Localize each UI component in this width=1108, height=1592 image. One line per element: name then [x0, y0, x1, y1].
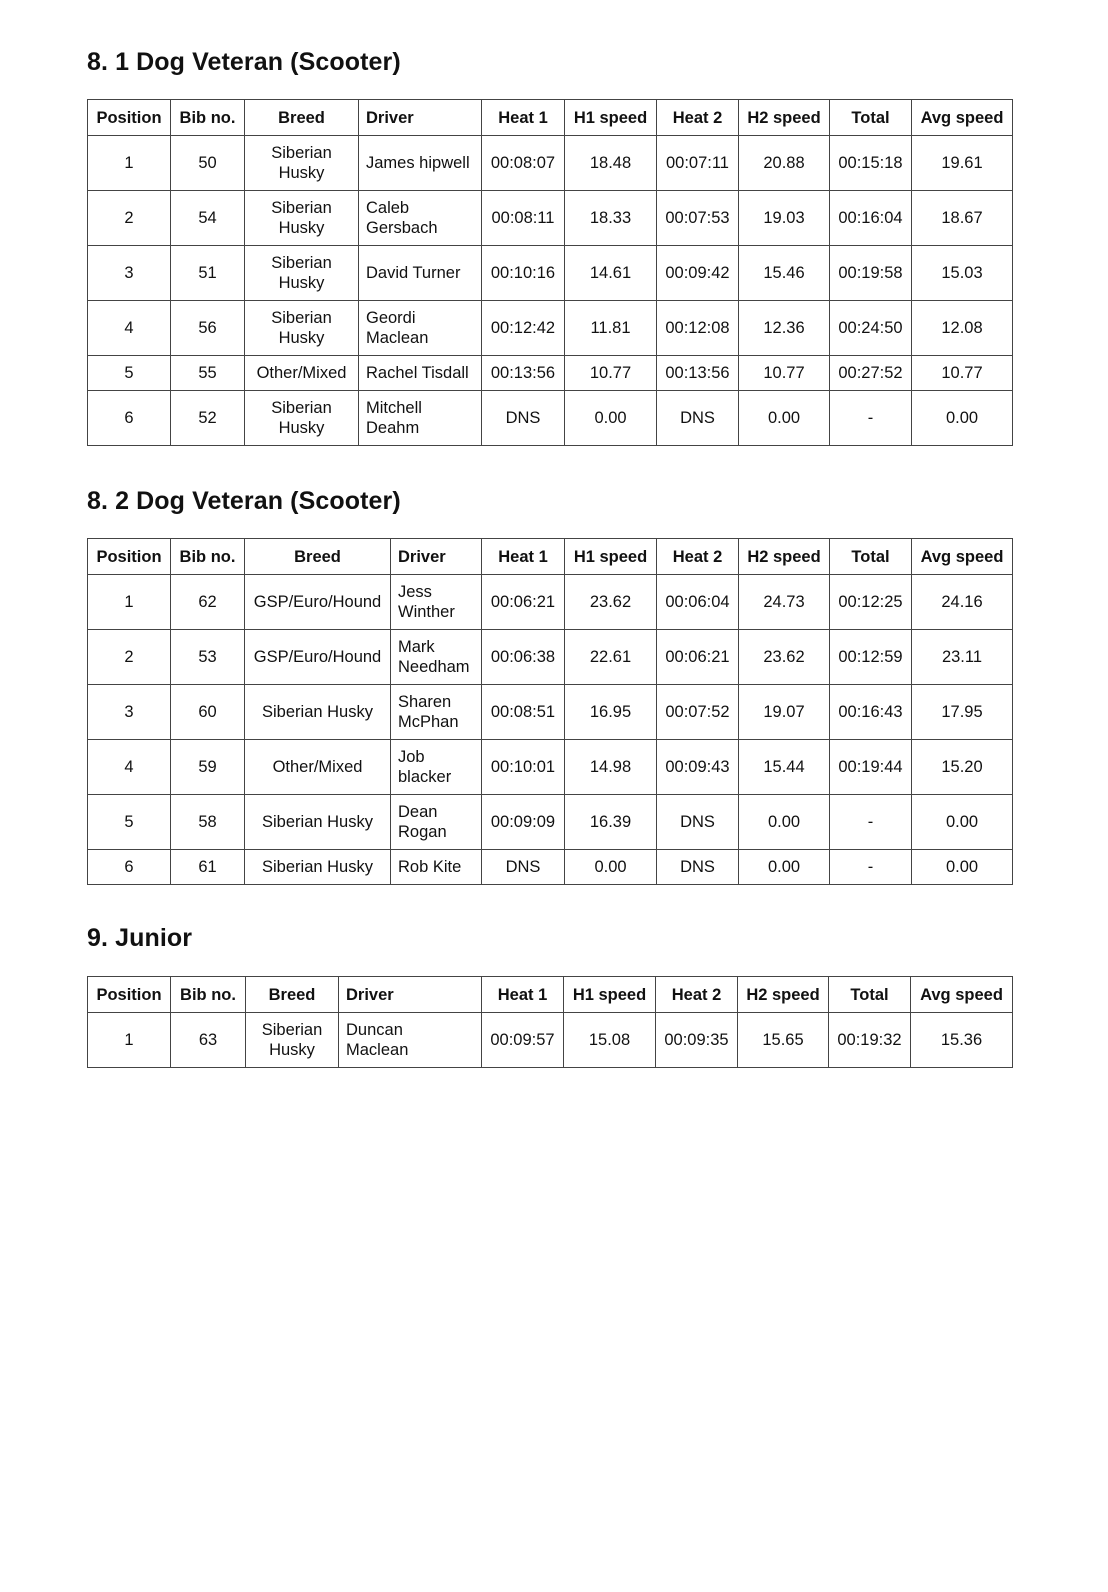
section-title-1dog-veteran: 8. 1 Dog Veteran (Scooter) — [87, 48, 401, 76]
col-header-heat2: Heat 2 — [656, 977, 738, 1013]
cell-heat1: DNS — [482, 850, 565, 885]
col-header-breed: Breed — [245, 539, 391, 575]
cell-bib: 58 — [171, 795, 245, 850]
cell-bib: 53 — [171, 630, 245, 685]
cell-h1-speed: 0.00 — [565, 850, 657, 885]
cell-avg-speed: 23.11 — [912, 630, 1013, 685]
cell-h2-speed: 12.36 — [739, 301, 830, 356]
cell-driver: Rachel Tisdall — [359, 356, 482, 391]
cell-bib: 51 — [171, 246, 245, 301]
cell-heat2: DNS — [657, 391, 739, 446]
cell-h1-speed: 16.95 — [565, 685, 657, 740]
col-header-position: Position — [88, 100, 171, 136]
cell-avg-speed: 19.61 — [912, 136, 1013, 191]
cell-position: 6 — [88, 850, 171, 885]
cell-h2-speed: 15.44 — [739, 740, 830, 795]
cell-heat1: 00:08:11 — [482, 191, 565, 246]
cell-avg-speed: 24.16 — [912, 575, 1013, 630]
col-header-h2-speed: H2 speed — [738, 977, 829, 1013]
cell-total: 00:15:18 — [830, 136, 912, 191]
cell-heat2: DNS — [657, 850, 739, 885]
section-title-junior: 9. Junior — [87, 924, 193, 952]
cell-breed: Siberian Husky — [245, 685, 391, 740]
cell-h1-speed: 15.08 — [564, 1013, 656, 1068]
cell-h2-speed: 23.62 — [739, 630, 830, 685]
cell-breed: Siberian Husky — [245, 136, 359, 191]
col-header-total: Total — [830, 539, 912, 575]
cell-bib: 59 — [171, 740, 245, 795]
table-row — [88, 630, 1013, 685]
col-header-h1-speed: H1 speed — [564, 977, 656, 1013]
cell-bib: 52 — [171, 391, 245, 446]
cell-h2-speed: 0.00 — [739, 795, 830, 850]
cell-h1-speed: 11.81 — [565, 301, 657, 356]
cell-h2-speed: 19.03 — [739, 191, 830, 246]
cell-h1-speed: 23.62 — [565, 575, 657, 630]
cell-heat1: 00:08:51 — [482, 685, 565, 740]
col-header-breed: Breed — [246, 977, 339, 1013]
cell-heat2: 00:07:53 — [657, 191, 739, 246]
cell-h1-speed: 18.48 — [565, 136, 657, 191]
cell-heat2: 00:06:04 — [657, 575, 739, 630]
cell-driver: Geordi Maclean — [359, 301, 482, 356]
cell-breed: Siberian Husky — [245, 301, 359, 356]
cell-h2-speed: 0.00 — [739, 850, 830, 885]
cell-breed: Siberian Husky — [245, 391, 359, 446]
cell-avg-speed: 17.95 — [912, 685, 1013, 740]
cell-driver: Sharen McPhan — [391, 685, 482, 740]
cell-breed: Siberian Husky — [245, 795, 391, 850]
cell-position: 5 — [88, 356, 171, 391]
col-header-heat2: Heat 2 — [657, 100, 739, 136]
cell-driver: James hipwell — [359, 136, 482, 191]
col-header-position: Position — [88, 977, 171, 1013]
cell-total: 00:16:43 — [830, 685, 912, 740]
cell-bib: 50 — [171, 136, 245, 191]
cell-heat2: 00:13:56 — [657, 356, 739, 391]
cell-heat1: 00:06:38 — [482, 630, 565, 685]
cell-h1-speed: 16.39 — [565, 795, 657, 850]
cell-bib: 56 — [171, 301, 245, 356]
cell-h1-speed: 10.77 — [565, 356, 657, 391]
col-header-driver: Driver — [359, 100, 482, 136]
table-row — [88, 1013, 1013, 1068]
cell-h2-speed: 15.65 — [738, 1013, 829, 1068]
cell-h1-speed: 14.61 — [565, 246, 657, 301]
section-title-2dog-veteran: 8. 2 Dog Veteran (Scooter) — [87, 487, 401, 515]
cell-heat2: 00:09:42 — [657, 246, 739, 301]
col-header-bib: Bib no. — [171, 539, 245, 575]
cell-h1-speed: 0.00 — [565, 391, 657, 446]
table-row — [88, 246, 1013, 301]
cell-total: 00:12:25 — [830, 575, 912, 630]
cell-driver: David Turner — [359, 246, 482, 301]
cell-avg-speed: 15.36 — [911, 1013, 1013, 1068]
cell-avg-speed: 0.00 — [912, 795, 1013, 850]
cell-h2-speed: 24.73 — [739, 575, 830, 630]
cell-avg-speed: 0.00 — [912, 391, 1013, 446]
cell-h1-speed: 22.61 — [565, 630, 657, 685]
cell-driver: Mitchell Deahm — [359, 391, 482, 446]
cell-breed: Other/Mixed — [245, 740, 391, 795]
cell-total: 00:19:32 — [829, 1013, 911, 1068]
col-header-h2-speed: H2 speed — [739, 539, 830, 575]
table-row — [88, 191, 1013, 246]
cell-h1-speed: 18.33 — [565, 191, 657, 246]
cell-heat1: 00:09:09 — [482, 795, 565, 850]
results-table-1dog-veteran — [87, 99, 1013, 446]
cell-avg-speed: 18.67 — [912, 191, 1013, 246]
col-header-heat1: Heat 1 — [482, 977, 564, 1013]
cell-heat2: DNS — [657, 795, 739, 850]
col-header-avg-speed: Avg speed — [911, 977, 1013, 1013]
table-header-row — [88, 539, 1013, 575]
cell-total: 00:19:44 — [830, 740, 912, 795]
table-header-row — [88, 977, 1013, 1013]
table-row — [88, 356, 1013, 391]
col-header-driver: Driver — [391, 539, 482, 575]
table-row — [88, 795, 1013, 850]
col-header-h1-speed: H1 speed — [565, 539, 657, 575]
cell-total: 00:27:52 — [830, 356, 912, 391]
cell-heat2: 00:06:21 — [657, 630, 739, 685]
col-header-bib: Bib no. — [171, 100, 245, 136]
cell-position: 4 — [88, 740, 171, 795]
cell-position: 2 — [88, 191, 171, 246]
cell-breed: Siberian Husky — [245, 191, 359, 246]
cell-heat2: 00:07:11 — [657, 136, 739, 191]
col-header-bib: Bib no. — [171, 977, 246, 1013]
results-table-2dog-veteran — [87, 538, 1013, 885]
cell-bib: 54 — [171, 191, 245, 246]
cell-bib: 61 — [171, 850, 245, 885]
cell-total: 00:19:58 — [830, 246, 912, 301]
cell-position: 4 — [88, 301, 171, 356]
cell-breed: Other/Mixed — [245, 356, 359, 391]
cell-avg-speed: 0.00 — [912, 850, 1013, 885]
table-row — [88, 740, 1013, 795]
cell-position: 1 — [88, 575, 171, 630]
cell-h2-speed: 0.00 — [739, 391, 830, 446]
cell-total: - — [830, 391, 912, 446]
cell-bib: 63 — [171, 1013, 246, 1068]
cell-breed: Siberian Husky — [246, 1013, 339, 1068]
cell-total: - — [830, 850, 912, 885]
cell-avg-speed: 10.77 — [912, 356, 1013, 391]
cell-breed: Siberian Husky — [245, 850, 391, 885]
table-row — [88, 685, 1013, 740]
cell-position: 3 — [88, 685, 171, 740]
table-header-row — [88, 100, 1013, 136]
cell-total: - — [830, 795, 912, 850]
col-header-heat1: Heat 1 — [482, 100, 565, 136]
col-header-heat1: Heat 1 — [482, 539, 565, 575]
cell-position: 1 — [88, 1013, 171, 1068]
table-row — [88, 575, 1013, 630]
cell-position: 1 — [88, 136, 171, 191]
cell-driver: Job blacker — [391, 740, 482, 795]
cell-bib: 55 — [171, 356, 245, 391]
cell-total: 00:16:04 — [830, 191, 912, 246]
cell-heat1: 00:10:16 — [482, 246, 565, 301]
cell-h2-speed: 20.88 — [739, 136, 830, 191]
cell-heat1: 00:10:01 — [482, 740, 565, 795]
col-header-heat2: Heat 2 — [657, 539, 739, 575]
cell-heat1: 00:08:07 — [482, 136, 565, 191]
col-header-h2-speed: H2 speed — [739, 100, 830, 136]
cell-bib: 62 — [171, 575, 245, 630]
cell-total: 00:24:50 — [830, 301, 912, 356]
cell-breed: Siberian Husky — [245, 246, 359, 301]
col-header-total: Total — [829, 977, 911, 1013]
cell-avg-speed: 15.20 — [912, 740, 1013, 795]
table-row — [88, 850, 1013, 885]
cell-heat2: 00:07:52 — [657, 685, 739, 740]
cell-heat2: 00:09:35 — [656, 1013, 738, 1068]
cell-position: 2 — [88, 630, 171, 685]
cell-heat2: 00:12:08 — [657, 301, 739, 356]
col-header-breed: Breed — [245, 100, 359, 136]
cell-driver: Jess Winther — [391, 575, 482, 630]
cell-driver: Dean Rogan — [391, 795, 482, 850]
cell-position: 3 — [88, 246, 171, 301]
col-header-avg-speed: Avg speed — [912, 100, 1013, 136]
col-header-driver: Driver — [339, 977, 482, 1013]
cell-breed: GSP/Euro/Hound — [245, 630, 391, 685]
cell-total: 00:12:59 — [830, 630, 912, 685]
col-header-h1-speed: H1 speed — [565, 100, 657, 136]
cell-position: 5 — [88, 795, 171, 850]
cell-driver: Duncan Maclean — [339, 1013, 482, 1068]
col-header-total: Total — [830, 100, 912, 136]
cell-heat1: 00:06:21 — [482, 575, 565, 630]
table-row — [88, 136, 1013, 191]
col-header-avg-speed: Avg speed — [912, 539, 1013, 575]
cell-heat1: 00:13:56 — [482, 356, 565, 391]
cell-driver: Rob Kite — [391, 850, 482, 885]
cell-breed: GSP/Euro/Hound — [245, 575, 391, 630]
cell-avg-speed: 15.03 — [912, 246, 1013, 301]
cell-h1-speed: 14.98 — [565, 740, 657, 795]
col-header-position: Position — [88, 539, 171, 575]
cell-h2-speed: 15.46 — [739, 246, 830, 301]
cell-position: 6 — [88, 391, 171, 446]
table-row — [88, 301, 1013, 356]
cell-driver: Caleb Gersbach — [359, 191, 482, 246]
cell-heat1: 00:12:42 — [482, 301, 565, 356]
table-row — [88, 391, 1013, 446]
cell-heat2: 00:09:43 — [657, 740, 739, 795]
cell-heat1: DNS — [482, 391, 565, 446]
cell-h2-speed: 19.07 — [739, 685, 830, 740]
results-table-junior — [87, 976, 1013, 1068]
cell-avg-speed: 12.08 — [912, 301, 1013, 356]
cell-driver: Mark Needham — [391, 630, 482, 685]
cell-heat1: 00:09:57 — [482, 1013, 564, 1068]
cell-h2-speed: 10.77 — [739, 356, 830, 391]
cell-bib: 60 — [171, 685, 245, 740]
